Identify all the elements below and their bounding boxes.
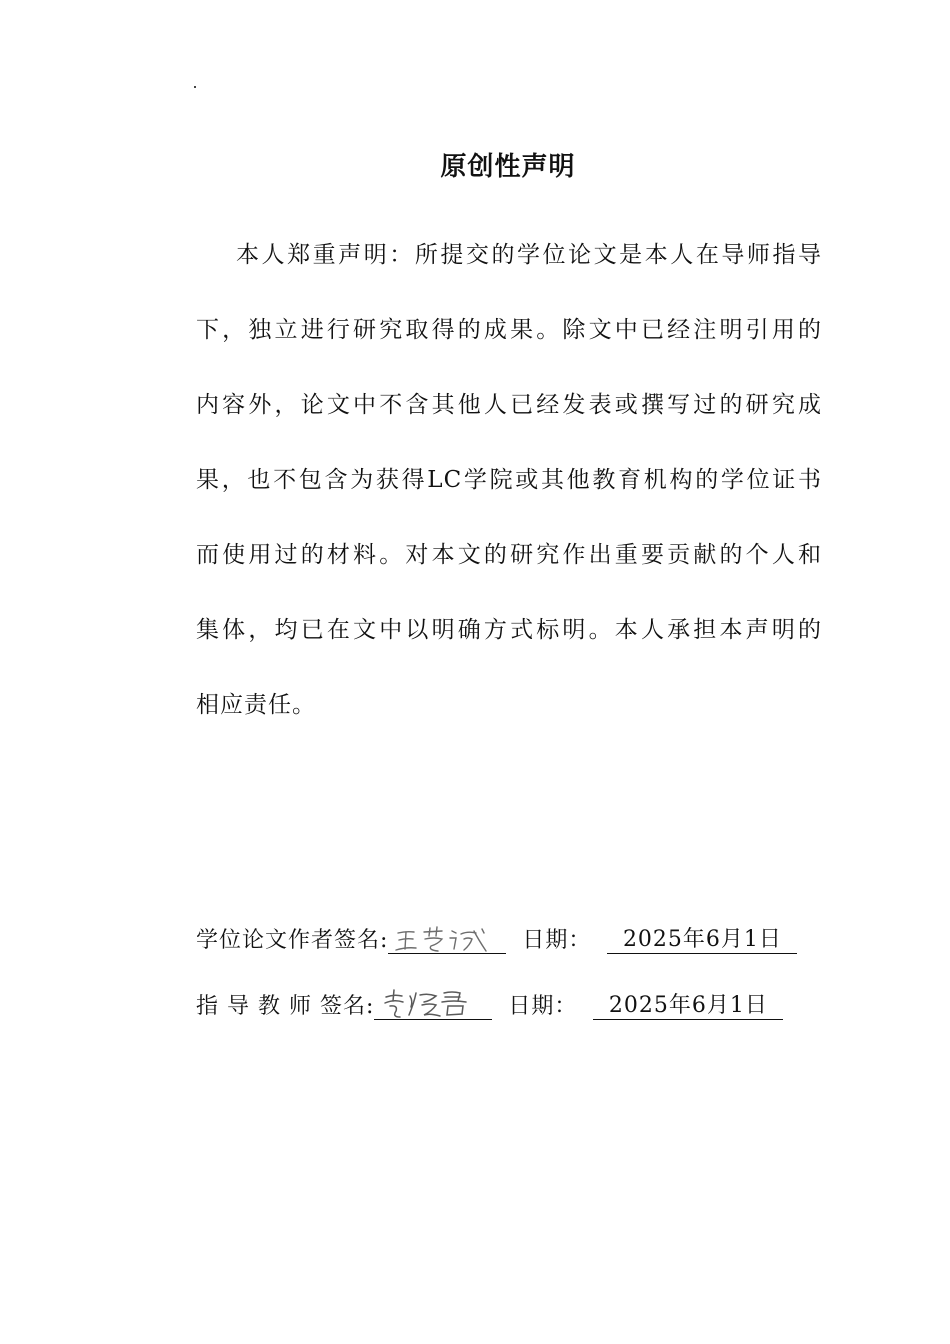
statement-body — [196, 232, 822, 757]
statement-line: 本人郑重声明：所提交的学位论文是本人在导师指导 — [236, 242, 822, 268]
author-handwritten-signature — [394, 925, 498, 955]
advisor-handwritten-signature — [380, 987, 484, 1021]
advisor-signature-row — [196, 980, 783, 1020]
page-title: 原创性声明 — [440, 152, 576, 182]
advisor-date-label: 日期： — [508, 994, 578, 1019]
author-signature-row — [196, 914, 797, 954]
advisor-signature — [374, 985, 492, 1020]
statement-line: 而使用过的材料。对本文的研究作出重要贡献的个人和 — [196, 542, 822, 568]
statement-line: 集体，均已在文中以明确方式标明。本人承担本声明的 — [196, 617, 822, 643]
statement-line: 下，独立进行研究取得的成果。除文中已经注明引用的 — [196, 317, 822, 343]
author-date-label: 日期： — [522, 928, 592, 953]
advisor-signature-label: 指 导 教 师 签名: — [196, 994, 375, 1019]
page-mark — [194, 86, 196, 88]
author-date: 2025年6月1日 — [607, 922, 797, 954]
statement-line: 内容外，论文中不含其他人已经发表或撰写过的研究成 — [196, 392, 822, 418]
advisor-date: 2025年6月1日 — [593, 988, 783, 1020]
author-signature — [388, 919, 506, 954]
statement-line: 果，也不包含为获得LC学院或其他教育机构的学位证书 — [196, 467, 822, 493]
statement-line: 相应责任。 — [196, 692, 316, 718]
author-signature-label: 学位论文作者签名: — [196, 928, 389, 953]
